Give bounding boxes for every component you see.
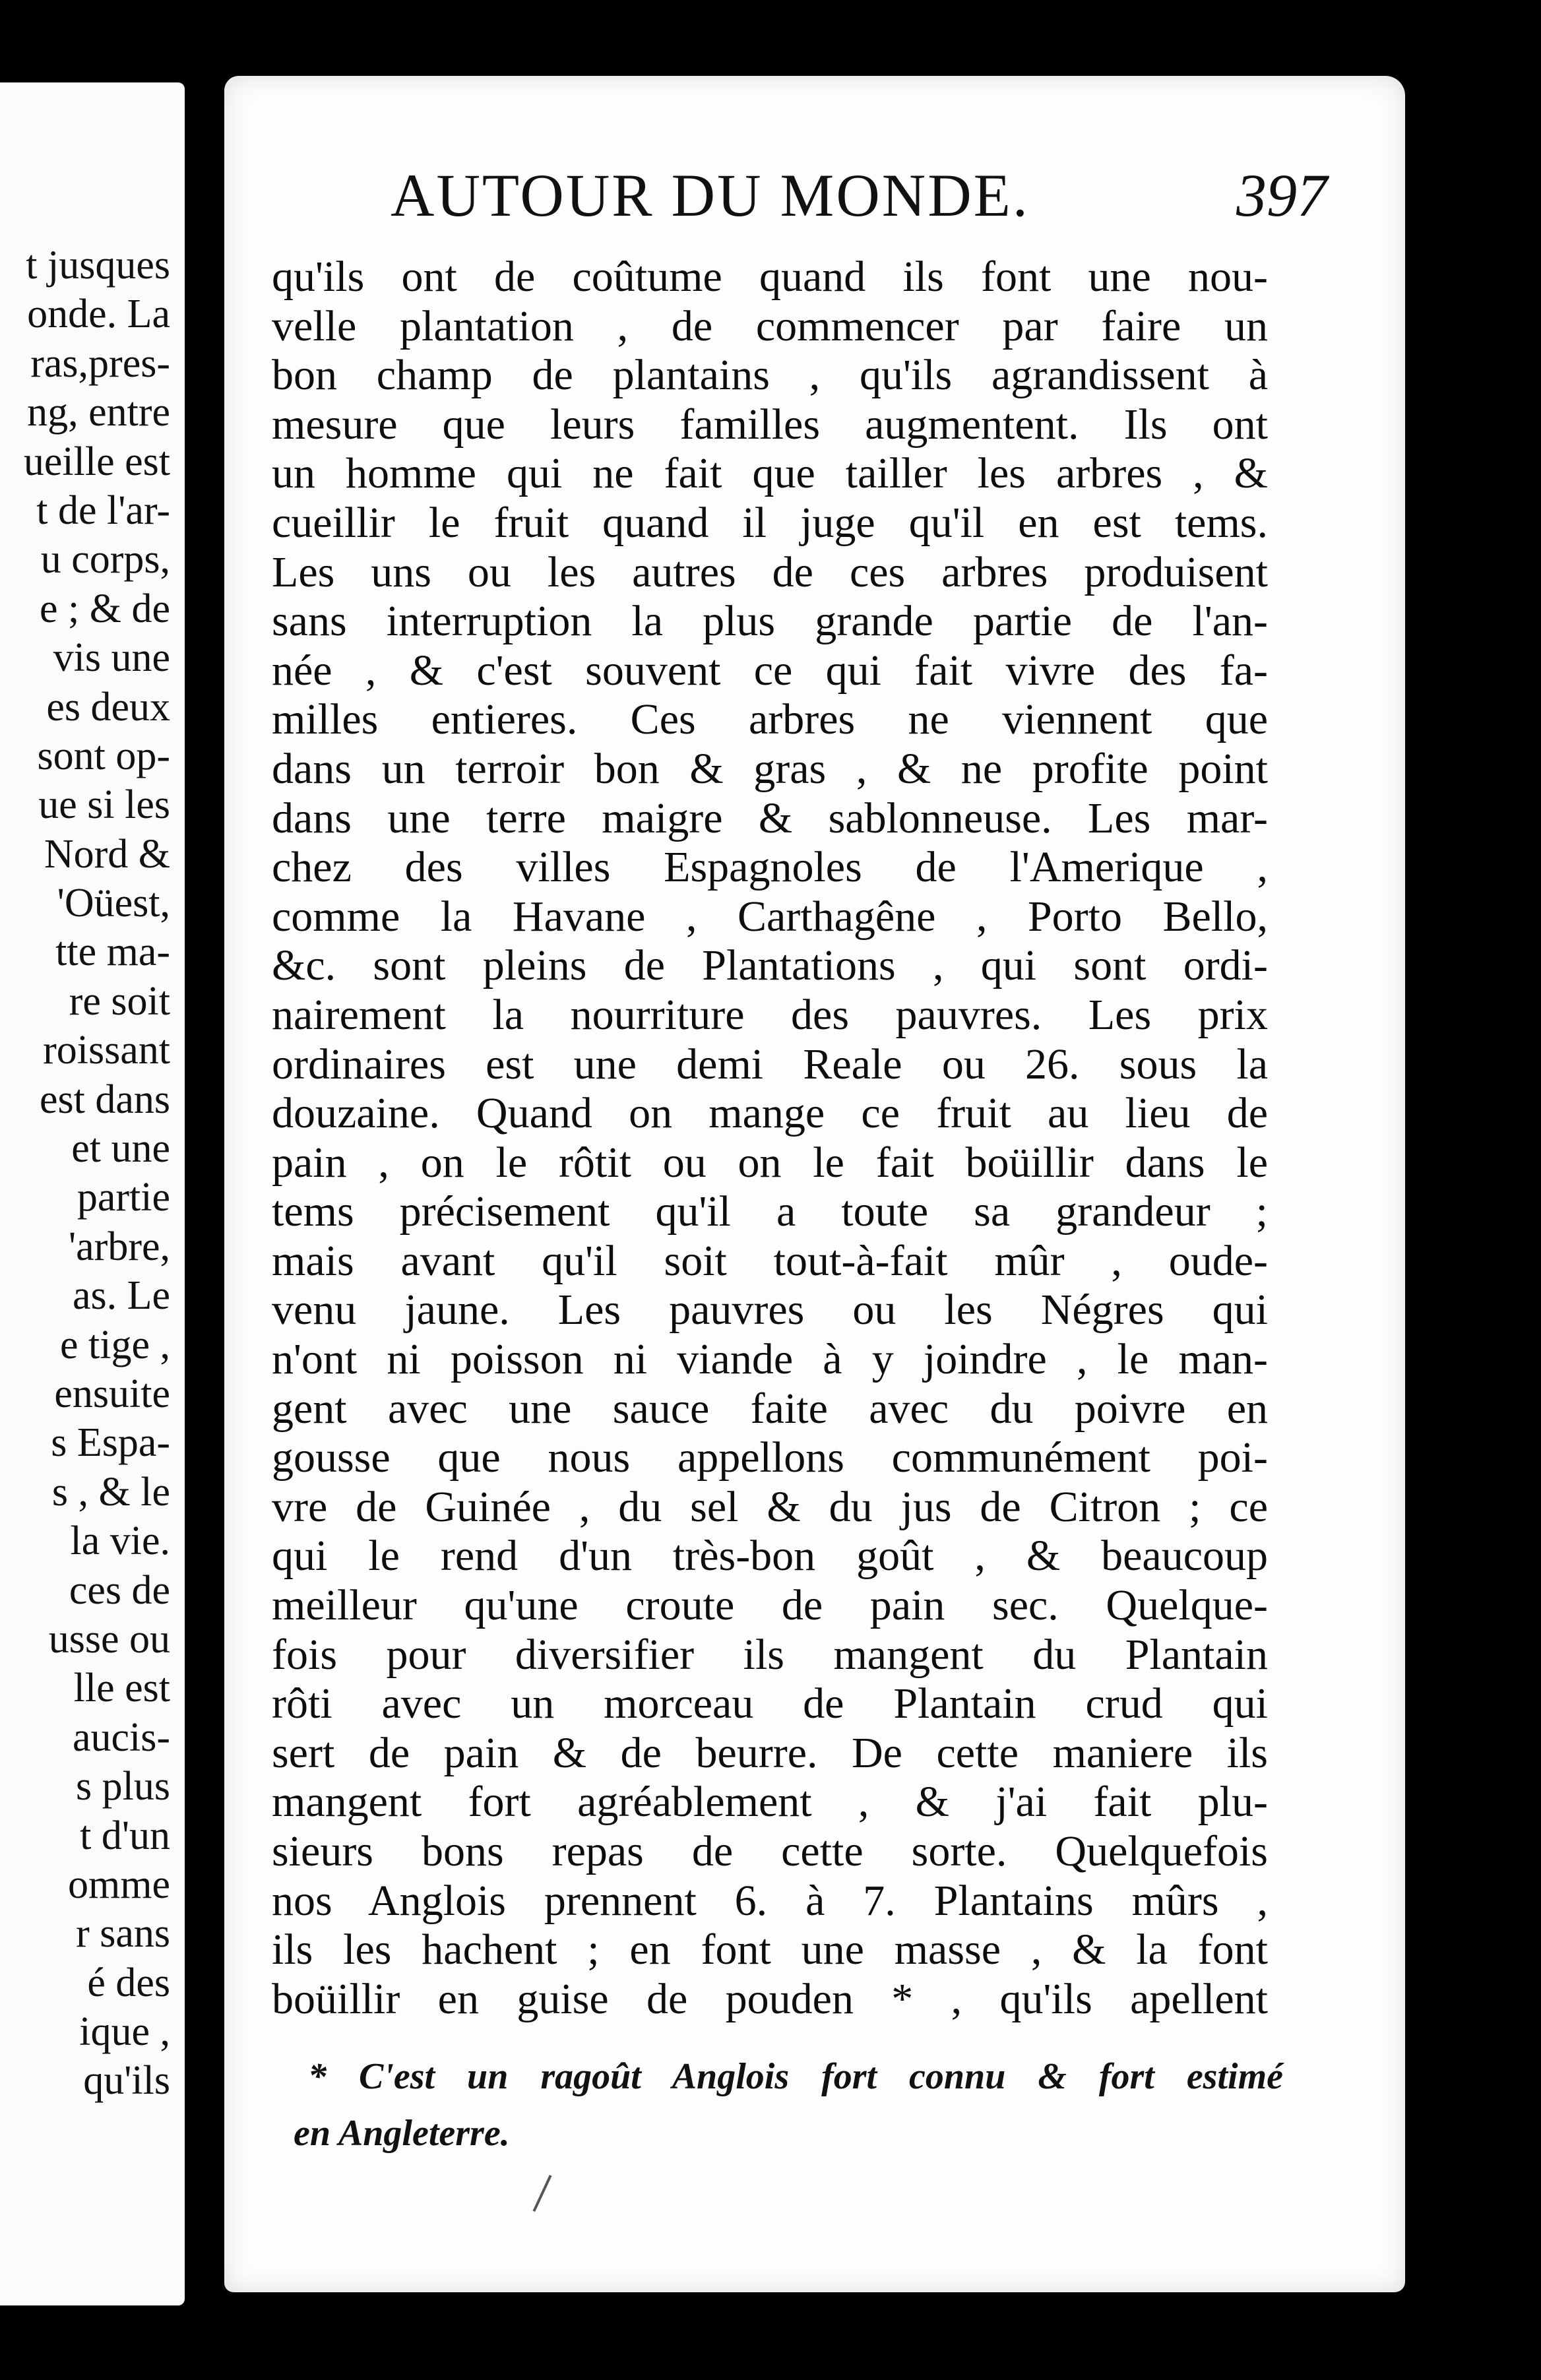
facing-page-line: 'Oüest, bbox=[57, 881, 170, 926]
facing-page-line: t jusques bbox=[26, 243, 170, 288]
text-line: nos Anglois prennent 6. à 7. Plantains mûrs , bbox=[272, 1876, 1268, 1925]
facing-page-line: as. Le bbox=[72, 1273, 170, 1319]
text-line: milles entieres. Ces arbres ne viennent que bbox=[272, 695, 1268, 744]
text-line: Les uns ou les autres de ces arbres produisent bbox=[272, 548, 1268, 596]
running-head bbox=[391, 160, 1354, 239]
facing-page-line: omme bbox=[68, 1862, 170, 1907]
text-line: comme la Havane , Carthagêne , Porto Bello, bbox=[272, 892, 1268, 941]
text-line: venu jaune. Les pauvres ou les Négres qui bbox=[272, 1286, 1268, 1334]
facing-page-line: tte ma- bbox=[55, 929, 170, 975]
facing-page-line: qu'ils bbox=[83, 2058, 170, 2104]
facing-page-line: t d'un bbox=[80, 1813, 170, 1858]
facing-page-line: ensuite bbox=[54, 1371, 170, 1416]
text-line: sert de pain & de beurre. De cette maniere ils bbox=[272, 1728, 1268, 1777]
facing-page-line: ueille est bbox=[23, 439, 170, 484]
facing-page-line: aucis- bbox=[72, 1714, 170, 1760]
stray-ink-mark bbox=[533, 2175, 552, 2212]
facing-page-line: ue si les bbox=[38, 782, 170, 828]
page-number: 397 bbox=[1236, 162, 1327, 229]
text-line: ils les hachent ; en font une masse , & la font bbox=[272, 1926, 1268, 1974]
text-line: née , & c'est souvent ce qui fait vivre des fa- bbox=[272, 646, 1268, 695]
facing-page-line: re soit bbox=[69, 978, 170, 1024]
footnote bbox=[294, 2048, 1283, 2162]
text-line: dans un terroir bon & gras , & ne profite point bbox=[272, 744, 1268, 793]
text-line: fois pour diversifier ils mangent du Plantain bbox=[272, 1630, 1268, 1679]
book-gutter bbox=[185, 0, 224, 2380]
facing-page-line: u corps, bbox=[40, 537, 170, 582]
running-head-title: AUTOUR DU MONDE. bbox=[391, 162, 1030, 229]
facing-page-line: Nord & bbox=[44, 831, 170, 877]
body-text bbox=[272, 253, 1268, 2024]
facing-page-line: vis une bbox=[53, 635, 170, 681]
facing-page-line: 'arbre, bbox=[68, 1224, 170, 1269]
text-line: qu'ils ont de coûtume quand ils font une nou- bbox=[272, 253, 1268, 301]
text-line: mangent fort agréablement , & j'ai fait plu- bbox=[272, 1778, 1268, 1827]
text-line: nairement la nourriture des pauvres. Les prix bbox=[272, 990, 1268, 1039]
text-line: meilleur qu'une croute de pain sec. Quelque- bbox=[272, 1581, 1268, 1630]
text-line: sans interruption la plus grande partie de l'an- bbox=[272, 597, 1268, 646]
text-line: mesure que leurs familles augmentent. Ils ont bbox=[272, 400, 1268, 449]
facing-page-line: est dans bbox=[39, 1077, 170, 1122]
text-line: gent avec une sauce faite avec du poivre en bbox=[272, 1384, 1268, 1433]
text-line: velle plantation , de commencer par faire un bbox=[272, 301, 1268, 350]
facing-page-line: s plus bbox=[76, 1764, 170, 1809]
text-line: cueillir le fruit quand il juge qu'il en est tems. bbox=[272, 498, 1268, 547]
facing-page-line: r sans bbox=[76, 1911, 170, 1957]
facing-page-line: ces de bbox=[69, 1567, 170, 1613]
footnote-line: en Angleterre. bbox=[294, 2113, 510, 2154]
facing-page-line: ique , bbox=[79, 2009, 170, 2055]
facing-page-line: s , & le bbox=[51, 1469, 170, 1515]
facing-page-line: es deux bbox=[46, 684, 170, 730]
text-line: dans une terre maigre & sablonneuse. Les mar- bbox=[272, 794, 1268, 842]
facing-page-line: partie bbox=[77, 1175, 170, 1220]
text-line: &c. sont pleins de Plantations , qui sont ordi- bbox=[272, 941, 1268, 990]
facing-page-text bbox=[24, 241, 170, 2106]
text-line: chez des villes Espagnoles de l'Amerique , bbox=[272, 843, 1268, 892]
text-line: boüillir en guise de pouden * , qu'ils apellent bbox=[272, 1974, 1268, 2023]
text-line: n'ont ni poisson ni viande à y joindre , le man- bbox=[272, 1335, 1268, 1384]
text-line: un homme qui ne fait que tailler les arbres , & bbox=[272, 449, 1268, 498]
text-line: gousse que nous appellons communément poi- bbox=[272, 1433, 1268, 1482]
facing-page-line: et une bbox=[71, 1126, 170, 1172]
text-line: vre de Guinée , du sel & du jus de Citron ; ce bbox=[272, 1482, 1268, 1531]
footnote-line: * C'est un ragoût Anglois fort connu & fort estimé bbox=[308, 2056, 1283, 2097]
text-line: ordinaires est une demi Reale ou 26. sous la bbox=[272, 1040, 1268, 1088]
text-line: mais avant qu'il soit tout-à-fait mûr , oude- bbox=[272, 1236, 1268, 1285]
facing-page-line: s Espa- bbox=[51, 1420, 170, 1466]
facing-page-line: ng, entre bbox=[27, 390, 170, 435]
facing-page-line: onde. La bbox=[27, 292, 170, 337]
facing-page-line: la vie. bbox=[70, 1519, 170, 1564]
facing-page bbox=[0, 82, 185, 2305]
facing-page-line: lle est bbox=[73, 1666, 170, 1711]
facing-page-line: t de l'ar- bbox=[36, 487, 170, 533]
text-line: tems précisement qu'il a toute sa grandeur ; bbox=[272, 1187, 1268, 1236]
facing-page-line: e ; & de bbox=[40, 586, 170, 631]
text-line: pain , on le rôtit ou on le fait boüillir dans le bbox=[272, 1138, 1268, 1187]
text-line: qui le rend d'un très-bon goût , & beaucoup bbox=[272, 1532, 1268, 1581]
text-line: douzaine. Quand on mange ce fruit au lieu de bbox=[272, 1089, 1268, 1138]
facing-page-line: é des bbox=[87, 1960, 170, 2005]
book-page bbox=[224, 76, 1405, 2292]
facing-page-line: roissant bbox=[43, 1028, 170, 1073]
text-line: bon champ de plantains , qu'ils agrandissent à bbox=[272, 351, 1268, 400]
facing-page-line: ras,pres- bbox=[30, 340, 170, 386]
text-line: sieurs bons repas de cette sorte. Quelquefois bbox=[272, 1827, 1268, 1875]
text-line: rôti avec un morceau de Plantain crud qui bbox=[272, 1679, 1268, 1728]
facing-page-line: e tige , bbox=[60, 1322, 170, 1367]
facing-page-line: usse ou bbox=[48, 1616, 170, 1662]
facing-page-line: sont op- bbox=[37, 733, 170, 778]
